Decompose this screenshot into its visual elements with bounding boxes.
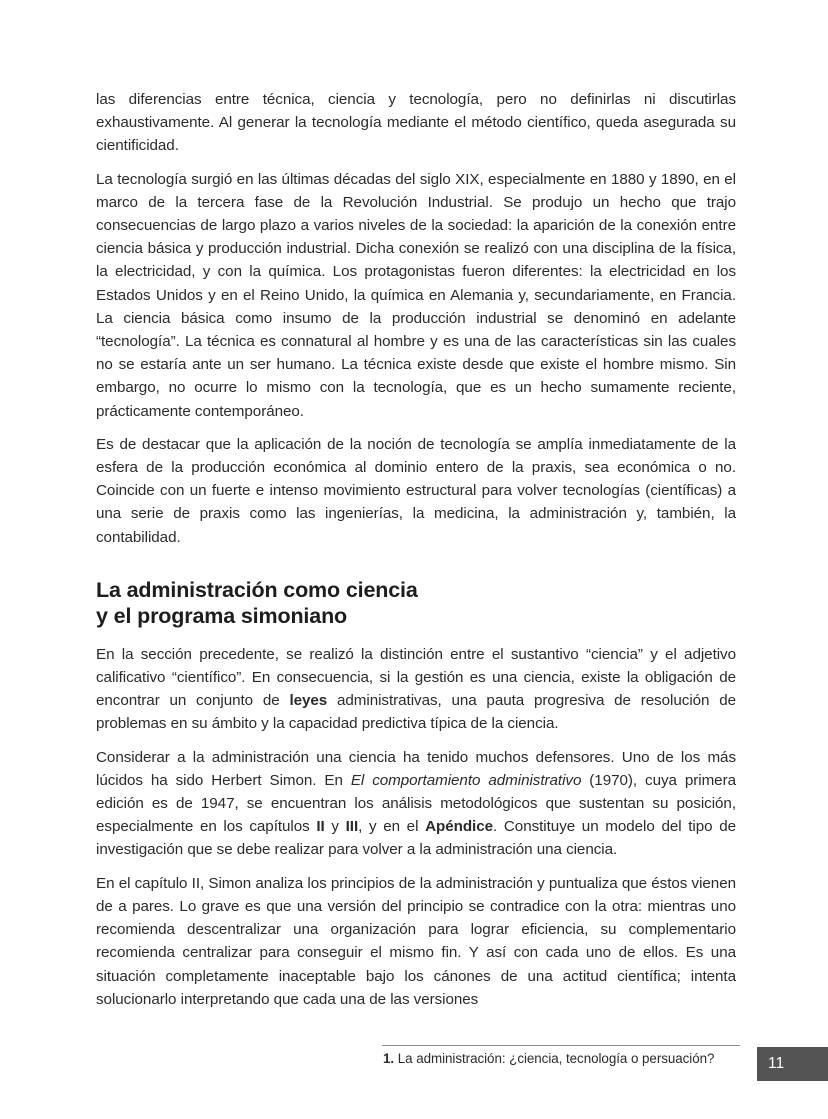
page-footer (0, 1040, 828, 1119)
emphasis-bold: Apéndice (425, 818, 494, 836)
paragraph-2 (96, 168, 736, 423)
footer-divider (382, 1045, 740, 1046)
emphasis-bold: leyes (289, 692, 328, 710)
section-paragraph-2 (96, 746, 736, 862)
text-run: En el capítulo II, Simon analiza los principios de la administración y puntualiza que éstos vienen de a pares. Lo grave es que una versión del principio se contradice con la otra: mientras uno recomienda descentralizar una organización para lograr eficiencia, su complementario recomienda centralizar para conseguir el mismo fin. Y así con cada uno de ellos. Es una situación completamente inaceptable bajo los cánones de una actitud científica; intenta solucionarlo interpretando que cada una de las versiones (96, 874, 736, 1008)
text-run: las diferencias entre técnica, ciencia y tecnología, pero no definirlas ni discutirlas exhaustivamente. Al generar la tecnología mediante el método científico, queda asegurada su cientificidad. (96, 91, 736, 155)
page-number-label: 11 (768, 1055, 785, 1072)
section-paragraph-3 (96, 872, 736, 1011)
footer-chapter-title: La administración: ¿ciencia, tecnología o persuación? (394, 1051, 715, 1066)
text-run: , y en el (358, 818, 426, 836)
text-run: En la sección precedente, se realizó la distinción entre el sustantivo “ciencia” y el adjetivo calificativo “científico”. En consecuencia, si la gestión es una ciencia, existe la obligación de encontrar un conjunto de (96, 645, 736, 710)
text-run: Es de destacar que la aplicación de la noción de tecnología se amplía inmediatamente de la esfera de la producción económica al dominio entero de la praxis, sea económica o no. Coincide con un fuerte e intenso movimiento estructural para volver tecnologías (científicas) a una serie de praxis como las ingenierías, la medicina, la administración y, también, la contabilidad. (96, 435, 736, 546)
text-run: Considerar a la administración una ciencia ha tenido muchos defensores. Uno de los más lúcidos ha sido Herbert Simon. En (96, 748, 736, 789)
emphasis-bold: III (345, 818, 359, 836)
section-heading (96, 577, 736, 630)
paragraph-1 (96, 88, 736, 158)
text-run: administrativas, una pauta progresiva de resolución de problemas en su ámbito y la capacidad predictiva típica de la ciencia. (96, 692, 737, 733)
page-number-badge (757, 1047, 828, 1081)
emphasis-italic: El comportamiento administrativo (350, 771, 582, 789)
text-run: . Constituye un modelo del tipo de investigación que se debe realizar para volver a la administración una ciencia. (96, 818, 736, 859)
section-heading-line-2: y el programa simoniano (96, 604, 348, 629)
text-run: La tecnología surgió en las últimas décadas del siglo XIX, especialmente en 1880 y 1890, en el marco de la tercera fase de la Revolución Industrial. Se produjo un hecho que trajo consecuencias de largo plazo a varios niveles de la sociedad: la aparición de la conexión entre ciencia básica y producción industrial. Dicha conexión se realizó con una disciplina de la física, la electricidad, y con la química. Los protagonistas fueron diferentes: la electricidad en los Estados Unidos y en el Reino Unido, la química en Alemania y, secundariamente, en Francia. La ciencia básica como insumo de la producción industrial se denominó en adelante “tecnología”. La técnica es connatural al hombre y es una de las características sin las cuales no se estaría ante un ser humano. La técnica existe desde que existe el hombre mismo. Sin embargo, no ocurre lo mismo con la tecnología, que es un hecho sumamente reciente, prácticamente contemporáneo. (96, 170, 736, 420)
text-run: (1970), cuya primera edición es de 1947, se encuentran los análisis metodológicos que sustentan su posición, especialmente en los capítulos (96, 771, 736, 836)
footer-chapter-number: 1. (383, 1051, 395, 1066)
footer-chapter-caption (383, 1050, 714, 1068)
page-content (96, 88, 736, 1011)
text-run: y (324, 818, 346, 836)
emphasis-bold: II (316, 818, 325, 836)
section-paragraph-1 (96, 643, 736, 736)
paragraph-3 (96, 433, 736, 549)
section-heading-line-1: La administración como ciencia (96, 577, 418, 602)
